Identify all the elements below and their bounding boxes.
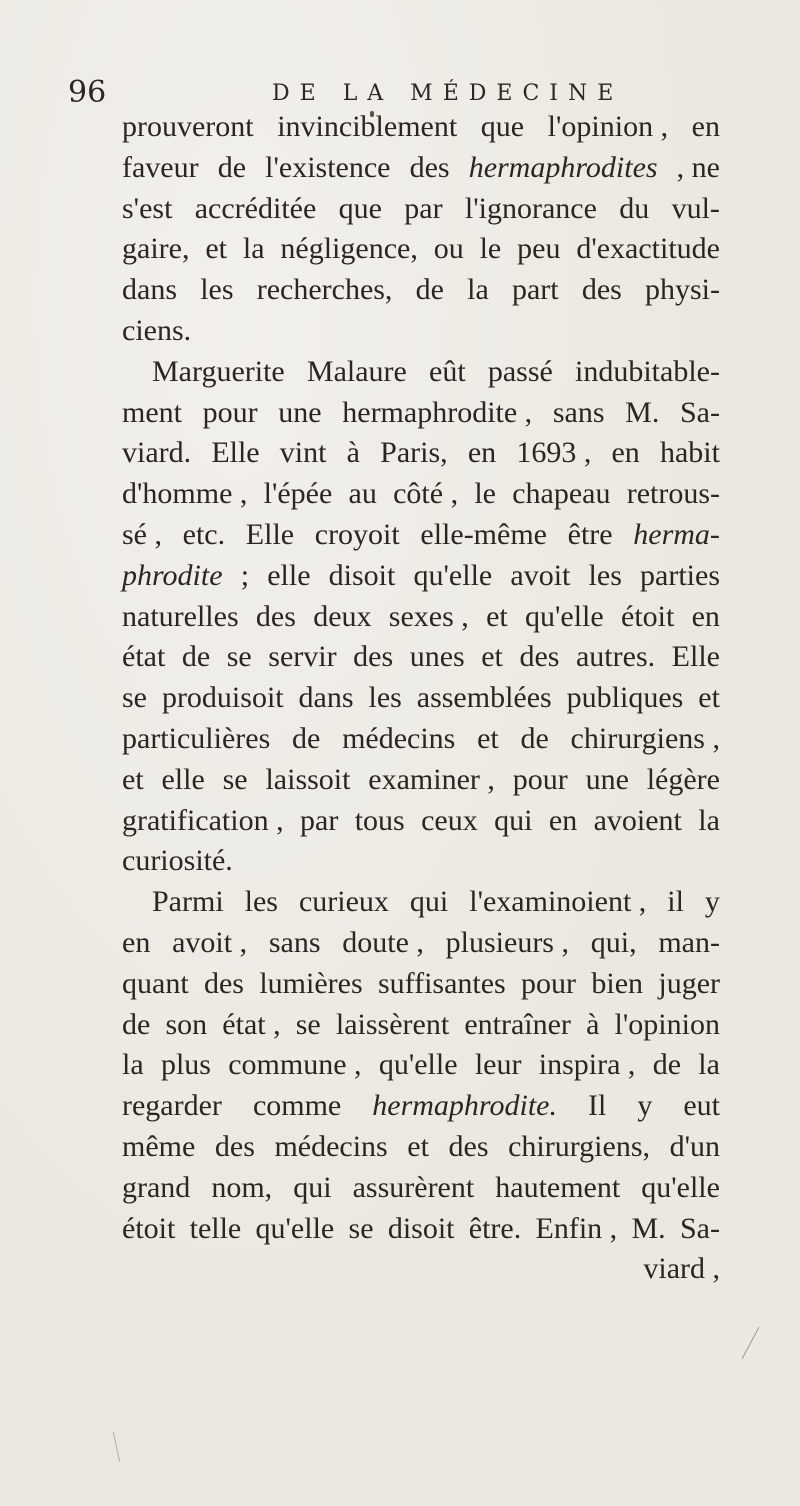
word: passé bbox=[487, 354, 553, 388]
text-line bbox=[122, 229, 720, 270]
word: faveur bbox=[122, 150, 199, 184]
text-line bbox=[122, 760, 720, 801]
word: leur bbox=[474, 1048, 522, 1082]
word: disoit bbox=[328, 558, 396, 592]
word: , ne bbox=[676, 150, 720, 184]
word: invinciblement bbox=[277, 110, 458, 143]
word: pour bbox=[521, 966, 577, 1000]
page-number: 96 bbox=[68, 75, 107, 110]
word: elle bbox=[267, 558, 311, 592]
word: habit bbox=[659, 436, 720, 470]
word: des bbox=[255, 599, 296, 633]
word: d'homme , bbox=[122, 477, 248, 511]
word: lumières bbox=[259, 966, 363, 1000]
text-line bbox=[122, 964, 720, 1005]
word: hautement bbox=[495, 1170, 621, 1204]
word: laissoit bbox=[265, 762, 351, 796]
word: la bbox=[122, 1048, 144, 1082]
text-line bbox=[122, 148, 720, 189]
word: une bbox=[585, 762, 629, 796]
word: assurèrent bbox=[352, 1170, 475, 1204]
text-line bbox=[122, 474, 720, 515]
word: plusieurs , bbox=[445, 925, 569, 959]
text-line bbox=[122, 678, 720, 719]
word: état bbox=[122, 640, 166, 674]
word: une bbox=[278, 395, 322, 429]
word: se bbox=[348, 1211, 374, 1245]
word: laissèrent bbox=[335, 1007, 450, 1041]
word: que bbox=[480, 110, 525, 143]
italic-word: herma- bbox=[633, 517, 720, 551]
text-line bbox=[122, 352, 720, 393]
text-line bbox=[122, 882, 720, 923]
word: regarder bbox=[122, 1089, 222, 1123]
word: qu'elle bbox=[413, 558, 493, 592]
text-line bbox=[122, 923, 720, 964]
text-line bbox=[122, 1168, 720, 1209]
word: par bbox=[300, 803, 339, 837]
word: gratification , bbox=[122, 803, 284, 837]
text-line bbox=[122, 1127, 720, 1168]
word: qui bbox=[409, 885, 449, 919]
word: servir bbox=[268, 640, 337, 674]
word: eût bbox=[429, 354, 466, 388]
word: la bbox=[467, 273, 489, 307]
word: état , bbox=[222, 1007, 281, 1041]
word: parties bbox=[640, 558, 720, 592]
word: des bbox=[448, 1129, 489, 1163]
margin-mark bbox=[113, 1432, 120, 1462]
text-line bbox=[122, 1249, 720, 1290]
word: qui bbox=[293, 1170, 332, 1204]
word: chirurgiens , bbox=[570, 721, 720, 755]
text-line bbox=[122, 1045, 720, 1086]
word: qu'elle bbox=[525, 599, 604, 633]
text-line bbox=[122, 107, 720, 148]
word: l'épée bbox=[263, 477, 333, 511]
word: des bbox=[519, 640, 560, 674]
word: être bbox=[567, 517, 613, 551]
word: Sa- bbox=[679, 1211, 720, 1245]
text-line bbox=[122, 637, 720, 678]
word: à bbox=[346, 436, 360, 470]
word: légère bbox=[646, 762, 720, 796]
word: recherches, bbox=[256, 273, 393, 307]
word: sexes , bbox=[388, 599, 469, 633]
word: s'est bbox=[122, 191, 173, 225]
word: telle bbox=[189, 1211, 242, 1245]
word: peu bbox=[517, 232, 561, 266]
text-line bbox=[122, 515, 720, 556]
word: inspira , bbox=[538, 1048, 636, 1082]
word: particulières bbox=[122, 721, 271, 755]
word: dans bbox=[298, 681, 354, 715]
word: il bbox=[667, 885, 684, 919]
word: part bbox=[511, 273, 559, 307]
word: Enfin , bbox=[535, 1211, 618, 1245]
word: d'exactitude bbox=[576, 232, 720, 266]
word: sans bbox=[552, 395, 605, 429]
word: en bbox=[122, 925, 151, 959]
word: qui, bbox=[590, 925, 637, 959]
word: curieux bbox=[298, 885, 389, 919]
word: de bbox=[652, 1048, 682, 1082]
word: indubitable- bbox=[575, 354, 720, 388]
word: les bbox=[588, 558, 622, 592]
word: et bbox=[698, 681, 720, 715]
word: la bbox=[242, 232, 265, 266]
word: l'ignorance bbox=[464, 191, 597, 225]
word: Elle bbox=[245, 517, 295, 551]
word: Sa- bbox=[679, 395, 720, 429]
word: l'opinion , bbox=[547, 110, 669, 143]
word: doute , bbox=[342, 925, 424, 959]
word: juger bbox=[658, 966, 720, 1000]
word: être. bbox=[468, 1211, 522, 1245]
word: quant bbox=[122, 966, 189, 1000]
word: nom, bbox=[211, 1170, 273, 1204]
word: etc. bbox=[182, 517, 226, 551]
word: d'un bbox=[669, 1129, 720, 1163]
word: elle bbox=[161, 762, 205, 796]
word: le bbox=[474, 477, 496, 511]
word: unes bbox=[409, 640, 465, 674]
word: Il bbox=[587, 1089, 607, 1123]
word: des bbox=[581, 273, 622, 307]
word: la bbox=[698, 1048, 720, 1082]
word: côté , bbox=[393, 477, 459, 511]
text-line bbox=[122, 189, 720, 230]
word: viard , bbox=[643, 1252, 720, 1286]
word: même bbox=[122, 1129, 196, 1163]
word: et bbox=[477, 721, 499, 755]
word: pour bbox=[512, 762, 568, 796]
word: M. bbox=[631, 1211, 666, 1245]
word: entraîner bbox=[464, 1007, 571, 1041]
text-line bbox=[122, 433, 720, 474]
word: tous bbox=[354, 803, 405, 837]
word: se bbox=[122, 681, 147, 715]
word: publiques bbox=[566, 681, 684, 715]
running-title: DE LA MÉDECINE bbox=[272, 81, 624, 106]
word: en bbox=[467, 436, 497, 470]
text-line bbox=[122, 801, 720, 842]
word: sans bbox=[268, 925, 321, 959]
word: des bbox=[214, 1129, 255, 1163]
word: les bbox=[244, 885, 278, 919]
word: comme bbox=[252, 1089, 342, 1123]
text-line bbox=[122, 556, 720, 597]
word: vul- bbox=[671, 191, 720, 225]
word: pour bbox=[202, 395, 258, 429]
word: en bbox=[691, 599, 720, 633]
word: les bbox=[200, 273, 234, 307]
word: Marguerite bbox=[152, 354, 285, 388]
word: ciens. bbox=[122, 313, 192, 347]
word: deux bbox=[313, 599, 372, 633]
word: le bbox=[479, 232, 502, 266]
word: son bbox=[165, 1007, 208, 1041]
page-header bbox=[68, 63, 708, 113]
word: gaire, bbox=[122, 232, 190, 266]
word: en bbox=[548, 803, 578, 837]
word: eut bbox=[683, 1089, 720, 1123]
word: hermaphrodite , bbox=[342, 395, 533, 429]
word: se bbox=[226, 640, 252, 674]
word: par bbox=[404, 191, 443, 225]
body-text bbox=[122, 107, 720, 1290]
word: de bbox=[292, 721, 321, 755]
word: man- bbox=[658, 925, 720, 959]
word: viard. bbox=[122, 436, 192, 470]
word: à bbox=[586, 1007, 600, 1041]
word: commune , bbox=[228, 1048, 362, 1082]
word: se bbox=[295, 1007, 321, 1041]
word: ment bbox=[122, 395, 182, 429]
word: accréditée bbox=[194, 191, 317, 225]
word: retrous- bbox=[626, 477, 720, 511]
word: prouveront bbox=[122, 110, 254, 143]
word: les bbox=[368, 681, 402, 715]
word: de bbox=[181, 640, 211, 674]
word: qu'elle bbox=[255, 1211, 335, 1245]
word: se bbox=[222, 762, 248, 796]
word: ou bbox=[433, 232, 464, 266]
italic-word: hermaphrodite. bbox=[372, 1089, 557, 1123]
word: des bbox=[353, 640, 394, 674]
text-line bbox=[122, 719, 720, 760]
word: naturelles bbox=[122, 599, 239, 633]
word: médecins bbox=[342, 721, 456, 755]
word: sé , bbox=[122, 517, 162, 551]
word: la bbox=[698, 803, 720, 837]
text-line bbox=[122, 1005, 720, 1046]
word: et bbox=[481, 640, 503, 674]
text-line bbox=[122, 1209, 720, 1250]
word: des bbox=[203, 966, 244, 1000]
word: qu'elle bbox=[378, 1048, 458, 1082]
word: produisoit bbox=[161, 681, 284, 715]
word: autres. bbox=[575, 640, 656, 674]
word: en bbox=[611, 436, 640, 470]
word: de bbox=[415, 273, 444, 307]
word: bien bbox=[591, 966, 644, 1000]
word: grand bbox=[122, 1170, 191, 1204]
text-line bbox=[122, 1086, 720, 1127]
word: dans bbox=[122, 273, 177, 307]
word: croyoit bbox=[314, 517, 400, 551]
word: de bbox=[217, 150, 247, 184]
italic-word: hermaphrodites bbox=[468, 150, 658, 184]
word: ; bbox=[240, 558, 250, 592]
word: du bbox=[619, 191, 650, 225]
word: suffisantes bbox=[377, 966, 506, 1000]
text-line bbox=[122, 393, 720, 434]
word: Elle bbox=[671, 640, 720, 674]
word: elle-même bbox=[420, 517, 547, 551]
word: l'examinoient , bbox=[469, 885, 647, 919]
margin-mark bbox=[742, 1327, 760, 1359]
word: ceux bbox=[421, 803, 478, 837]
word: négligence, bbox=[280, 232, 418, 266]
word: avoit , bbox=[172, 925, 248, 959]
word: Elle bbox=[211, 436, 260, 470]
word: l'existence bbox=[265, 150, 391, 184]
word: et bbox=[122, 762, 144, 796]
word: avoit bbox=[510, 558, 571, 592]
text-line bbox=[122, 597, 720, 638]
word: physi- bbox=[645, 273, 720, 307]
word: 1693 , bbox=[516, 436, 592, 470]
text-line bbox=[122, 841, 720, 882]
italic-word: phrodite bbox=[122, 558, 223, 592]
word: qui bbox=[494, 803, 533, 837]
word: des bbox=[409, 150, 450, 184]
word: disoit bbox=[387, 1211, 455, 1245]
word: Parmi bbox=[152, 885, 224, 919]
word: Malaure bbox=[306, 354, 407, 388]
word: en bbox=[691, 110, 720, 143]
word: chirurgiens, bbox=[508, 1129, 650, 1163]
text-line bbox=[122, 270, 720, 311]
word: assemblées bbox=[416, 681, 552, 715]
word: M. bbox=[625, 395, 660, 429]
word: plus bbox=[160, 1048, 211, 1082]
word: chapeau bbox=[512, 477, 611, 511]
word: médecins bbox=[274, 1129, 388, 1163]
word: de bbox=[122, 1007, 151, 1041]
word: y bbox=[704, 885, 720, 919]
word: Paris, bbox=[380, 436, 448, 470]
word: et bbox=[205, 232, 227, 266]
word: et bbox=[407, 1129, 429, 1163]
word: et bbox=[486, 599, 508, 633]
word: examiner , bbox=[368, 762, 495, 796]
word: curiosité. bbox=[122, 844, 233, 878]
word: de bbox=[520, 721, 549, 755]
text-line bbox=[122, 311, 720, 352]
word: avoient bbox=[593, 803, 682, 837]
word: étoit bbox=[122, 1211, 176, 1245]
word: au bbox=[348, 477, 377, 511]
word: étoit bbox=[621, 599, 675, 633]
word: vint bbox=[279, 436, 327, 470]
word: y bbox=[637, 1089, 653, 1123]
word: que bbox=[338, 191, 382, 225]
word: qu'elle bbox=[641, 1170, 720, 1204]
word: l'opinion bbox=[614, 1007, 720, 1041]
